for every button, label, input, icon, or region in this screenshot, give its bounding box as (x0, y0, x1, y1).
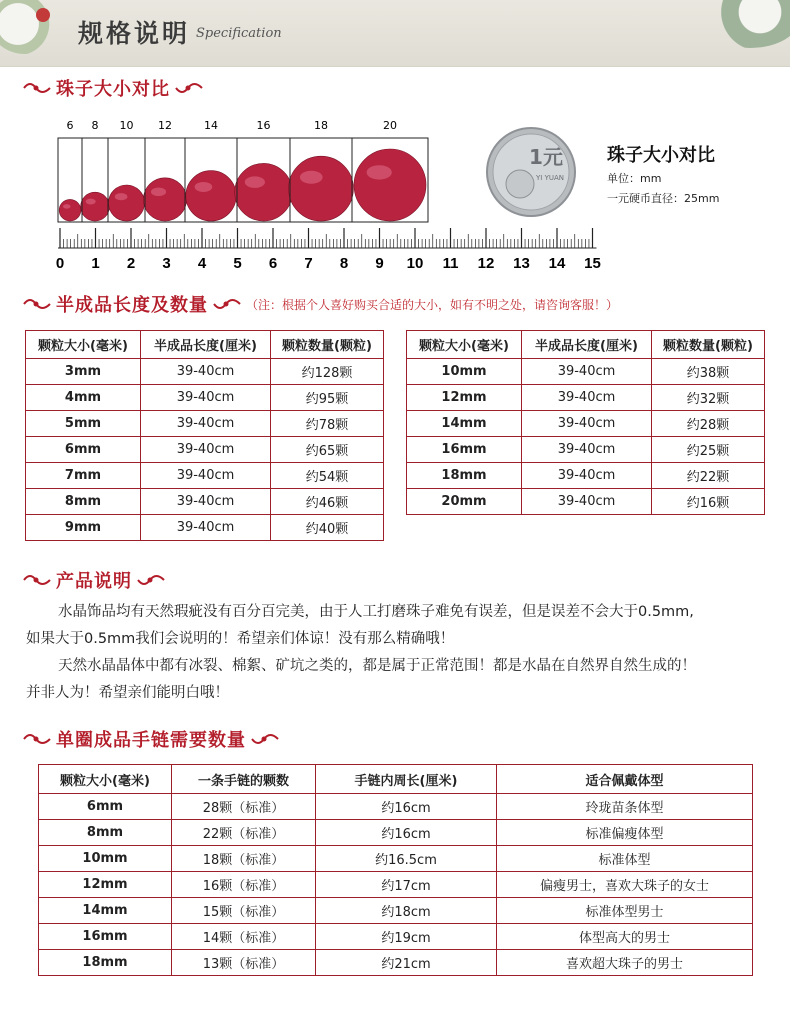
table-row (407, 489, 765, 515)
ruler-number: 14 (548, 255, 566, 272)
page-subtitle: Specification (196, 26, 282, 41)
table-cell: 39-40cm (522, 359, 652, 385)
section-title: 产品说明 (56, 571, 132, 592)
table-cell: 39-40cm (141, 437, 271, 463)
table-cell: 约16.5cm (316, 846, 497, 872)
ruler-number: 3 (162, 255, 171, 272)
table-cell: 10mm (39, 846, 172, 872)
table-cell: 约128颗 (271, 359, 384, 385)
table-cell: 9mm (26, 515, 141, 541)
table-cell: 14颗（标准） (172, 924, 316, 950)
table-cell: 标准偏瘦体型 (497, 820, 753, 846)
table-cell: 39-40cm (141, 515, 271, 541)
table-cell: 标准体型 (497, 846, 753, 872)
table-cell: 约65颗 (271, 437, 384, 463)
ornament-right-icon (174, 80, 204, 96)
table-cell: 约78颗 (271, 411, 384, 437)
ruler-number: 2 (126, 255, 136, 272)
ruler-number: 7 (304, 255, 313, 272)
desc-line: 并非人为！希望亲们能明白哦！ (26, 685, 229, 701)
ornament-left-icon (22, 80, 52, 96)
ruler-number: 6 (268, 255, 278, 272)
bead-16mm (235, 163, 293, 221)
table-row (26, 437, 384, 463)
table-cell: 20mm (407, 489, 522, 515)
table-cell: 约16cm (316, 794, 497, 820)
ornament-right-icon (136, 572, 166, 588)
table-cell: 6mm (39, 794, 172, 820)
table-row (39, 846, 753, 872)
bead-highlight (63, 204, 71, 208)
bead-highlight (245, 176, 265, 188)
table-row (407, 411, 765, 437)
bead-highlight (367, 165, 392, 179)
table-cell: 39-40cm (141, 489, 271, 515)
bead-size-label: 10 (119, 119, 134, 132)
ruler-number: 13 (513, 255, 530, 272)
ruler-number: 4 (197, 255, 207, 272)
bracelet-table (38, 764, 753, 976)
flower-decoration-left (0, 0, 60, 54)
table-row (26, 489, 384, 515)
table-cell: 约21cm (316, 950, 497, 976)
table-row (39, 924, 753, 950)
table-cell: 39-40cm (141, 359, 271, 385)
table-cell: 39-40cm (141, 411, 271, 437)
coin-note: 一元硬币直径：25mm (607, 192, 720, 205)
table-row (26, 515, 384, 541)
table-cell: 约46颗 (271, 489, 384, 515)
table-cell: 约22颗 (652, 463, 765, 489)
section-title: 珠子大小对比 (56, 79, 170, 100)
ruler-number: 8 (339, 255, 349, 272)
table-cell: 16颗（标准） (172, 872, 316, 898)
bead-size-label: 6 (66, 119, 74, 132)
ruler-number: 5 (233, 255, 242, 272)
table-cell: 3mm (26, 359, 141, 385)
table-row (407, 463, 765, 489)
bead-highlight (195, 182, 213, 192)
table-cell: 22颗（标准） (172, 820, 316, 846)
bead-highlight (151, 188, 166, 197)
ruler-number: 11 (442, 255, 459, 272)
ornament-left-icon (22, 296, 52, 312)
table-header: 颗粒数量(颗粒) (652, 331, 765, 359)
table-cell: 18mm (39, 950, 172, 976)
table-cell: 约95颗 (271, 385, 384, 411)
table-cell: 14mm (39, 898, 172, 924)
table-cell: 约32颗 (652, 385, 765, 411)
header-banner (0, 0, 790, 67)
table-row (26, 463, 384, 489)
table-cell: 12mm (39, 872, 172, 898)
table-cell: 13颗（标准） (172, 950, 316, 976)
bead-14mm (186, 171, 236, 221)
table-cell: 8mm (39, 820, 172, 846)
table-cell: 18mm (407, 463, 522, 489)
table-cell: 39-40cm (522, 489, 652, 515)
table-cell: 4mm (26, 385, 141, 411)
table-header: 半成品长度(厘米) (141, 331, 271, 359)
bead-size-label: 14 (204, 119, 218, 132)
table-header: 颗粒大小(毫米) (407, 331, 522, 359)
section-note: （注：根据个人喜好购买合适的大小，如有不明之处，请咨询客服！） (246, 297, 619, 312)
section-heading-product-desc (22, 566, 166, 594)
table-cell: 18颗（标准） (172, 846, 316, 872)
table-header: 一条手链的颗数 (172, 765, 316, 794)
table-cell: 15颗（标准） (172, 898, 316, 924)
table-cell: 16mm (39, 924, 172, 950)
table-cell: 39-40cm (522, 437, 652, 463)
section-title: 半成品长度及数量 (56, 295, 208, 316)
table-cell: 约40颗 (271, 515, 384, 541)
compare-unit: 单位：mm (607, 172, 662, 185)
table-cell: 10mm (407, 359, 522, 385)
bead-size-label: 18 (314, 119, 328, 132)
section-heading-semi-finished (22, 290, 618, 318)
desc-line: 天然水晶晶体中都有冰裂、棉絮、矿坑之类的，都是属于正常范围！都是水晶在自然界自然生成的！ (58, 658, 696, 674)
table-cell: 14mm (407, 411, 522, 437)
bead-8mm (81, 192, 110, 221)
bead-12mm (143, 178, 186, 221)
table-row (39, 950, 753, 976)
compare-title: 珠子大小对比 (607, 145, 715, 166)
bead-18mm (289, 156, 354, 221)
table-row (26, 359, 384, 385)
bead-highlight (115, 193, 128, 200)
table-row (26, 385, 384, 411)
bead-highlight (86, 199, 96, 205)
bead-size-label: 12 (158, 119, 172, 132)
table-cell: 约54颗 (271, 463, 384, 489)
table-cell: 约18cm (316, 898, 497, 924)
table-cell: 约25颗 (652, 437, 765, 463)
ruler-number: 12 (477, 255, 495, 272)
table-header: 手链内周长(厘米) (316, 765, 497, 794)
table-cell: 6mm (26, 437, 141, 463)
section-heading-size-compare (22, 74, 204, 102)
section-heading-bracelet (22, 725, 280, 753)
table-cell: 约16cm (316, 820, 497, 846)
ruler-number: 9 (375, 255, 384, 272)
ruler-number: 15 (584, 255, 601, 272)
product-desc-text (26, 599, 766, 707)
ruler-number: 10 (406, 255, 424, 272)
ornament-right-icon (250, 731, 280, 747)
table-cell: 标准体型男士 (497, 898, 753, 924)
table-row (407, 385, 765, 411)
ornament-left-icon (22, 572, 52, 588)
ornament-right-icon (212, 296, 242, 312)
table-cell: 偏瘦男士，喜欢大珠子的女士 (497, 872, 753, 898)
section-title: 单圈成品手链需要数量 (56, 730, 246, 751)
flower-decoration-right (700, 0, 790, 48)
coin-text: YI YUAN (536, 174, 564, 182)
ornament-left-icon (22, 731, 52, 747)
table-cell: 39-40cm (522, 385, 652, 411)
table-cell: 喜欢超大珠子的男士 (497, 950, 753, 976)
table-header: 颗粒数量(颗粒) (271, 331, 384, 359)
table-cell: 约38颗 (652, 359, 765, 385)
ruler-number: 0 (55, 255, 65, 272)
table-cell: 8mm (26, 489, 141, 515)
table-cell: 5mm (26, 411, 141, 437)
table-cell: 约28颗 (652, 411, 765, 437)
table-row (407, 359, 765, 385)
table-cell: 12mm (407, 385, 522, 411)
table-header: 适合佩戴体型 (497, 765, 753, 794)
table-row (39, 794, 753, 820)
desc-line: 水晶饰品均有天然瑕疵没有百分百完美，由于人工打磨珠子难免有误差，但是误差不会大于0.5mm, (58, 604, 694, 620)
table-cell: 39-40cm (522, 411, 652, 437)
ruler-number: 1 (91, 255, 100, 272)
table-cell: 39-40cm (141, 385, 271, 411)
table-row (39, 898, 753, 924)
page-title: 规格说明 (78, 19, 191, 48)
table-cell: 体型高大的男士 (497, 924, 753, 950)
table-header: 颗粒大小(毫米) (26, 331, 141, 359)
table-cell: 28颗（标准） (172, 794, 316, 820)
table-row (407, 437, 765, 463)
table-cell: 约19cm (316, 924, 497, 950)
table-cell: 39-40cm (522, 463, 652, 489)
semi-table-left (25, 330, 384, 541)
table-header: 颗粒大小(毫米) (39, 765, 172, 794)
bead-size-label: 16 (256, 119, 271, 132)
table-cell: 约17cm (316, 872, 497, 898)
table-row (26, 411, 384, 437)
table-cell: 39-40cm (141, 463, 271, 489)
flower-bud-icon (36, 8, 50, 22)
bead-size-label: 20 (383, 119, 397, 132)
coin-face: 1元 (529, 145, 563, 169)
bead-20mm (354, 149, 426, 221)
bead-6mm (59, 199, 81, 221)
bead-highlight (300, 171, 323, 184)
table-header: 半成品长度(厘米) (522, 331, 652, 359)
table-cell: 约16颗 (652, 489, 765, 515)
coin-icon (487, 128, 575, 216)
table-row (39, 820, 753, 846)
table-cell: 16mm (407, 437, 522, 463)
table-cell: 玲珑苗条体型 (497, 794, 753, 820)
bead-size-label: 8 (91, 119, 99, 132)
table-cell: 7mm (26, 463, 141, 489)
desc-line: 如果大于0.5mm我们会说明的！希望亲们体谅！没有那么精确哦！ (26, 631, 455, 647)
semi-table-right (406, 330, 765, 515)
table-row (39, 872, 753, 898)
bead-10mm (109, 185, 145, 221)
